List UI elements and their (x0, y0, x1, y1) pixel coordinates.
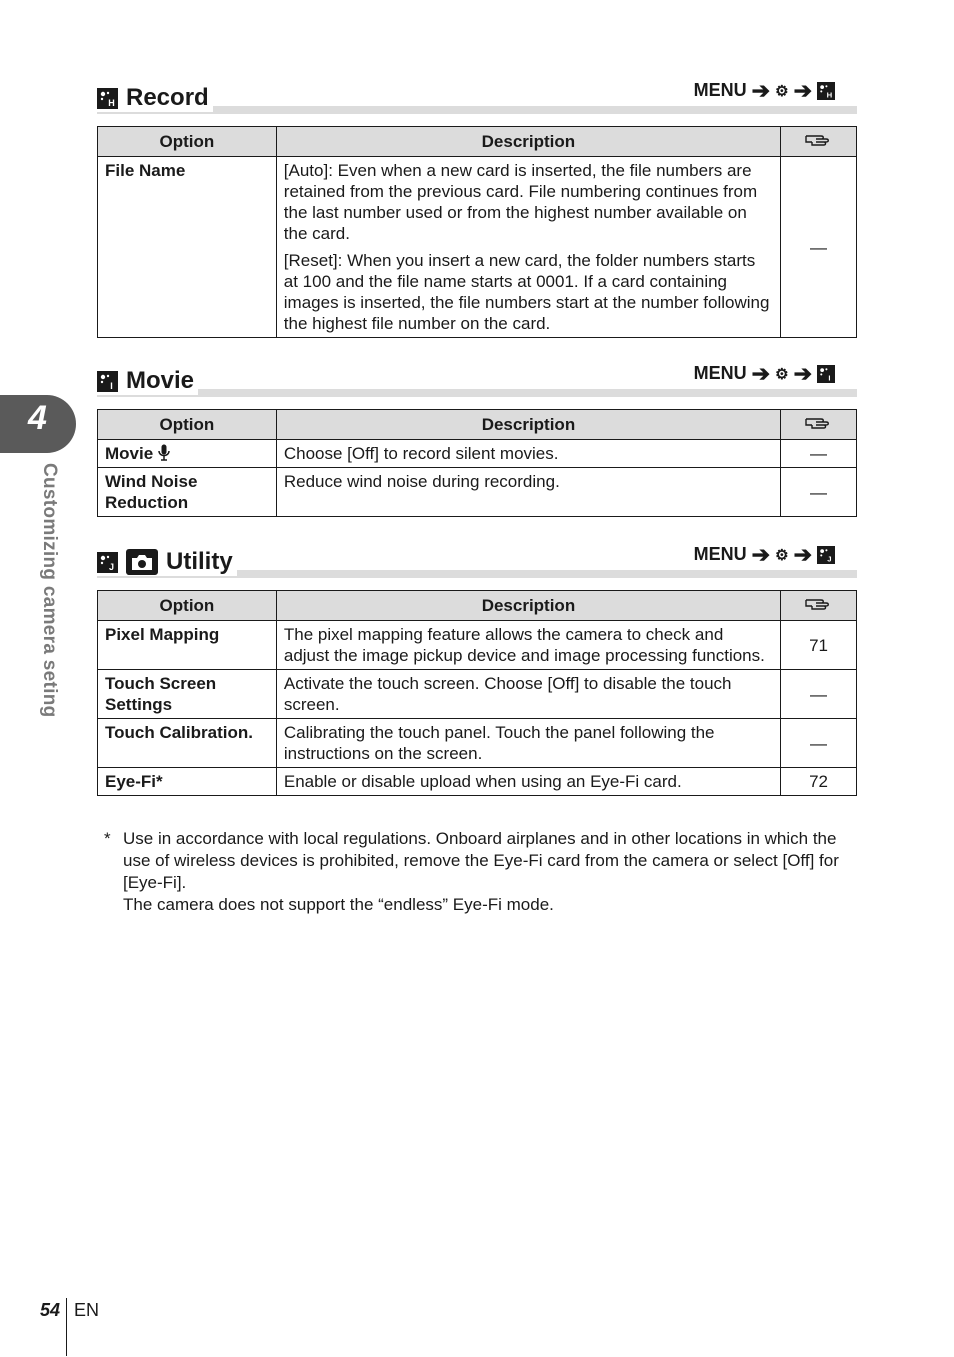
option-cell: Touch Screen Settings (98, 670, 277, 719)
option-cell: Pixel Mapping (98, 621, 277, 670)
option-label: Movie (105, 444, 154, 463)
description-paragraph: [Auto]: Even when a new card is inserted, the file numbers are retained from the previous card. File numbering continues from the last number used or from the highest number available on the card. (283, 161, 758, 243)
custom-menu-tab-icon (97, 371, 118, 392)
option-header: Option (98, 410, 277, 440)
page-reference-header (781, 591, 857, 621)
arrow-right-icon: ➔ (793, 541, 812, 567)
menu-label: MENU (693, 363, 747, 383)
page-reference-cell: — (781, 468, 857, 517)
utility-menu-path (693, 541, 835, 567)
arrow-right-icon: ➔ (793, 77, 812, 103)
table-row (98, 670, 857, 719)
record-section (97, 77, 857, 338)
option-cell: Eye-Fi* (98, 768, 277, 796)
table-row (98, 768, 857, 796)
pointing-hand-icon (804, 414, 834, 430)
gear-icon: ⚙ (775, 365, 789, 383)
menu-label: MENU (693, 80, 747, 100)
option-cell (98, 440, 277, 468)
table-row (98, 719, 857, 768)
description-cell: Calibrating the touch panel. Touch the panel following the instructions on the screen. (276, 719, 780, 768)
record-title (97, 84, 213, 112)
utility-section (97, 541, 857, 796)
gear-icon: ⚙ (775, 546, 789, 564)
custom-menu-tab-icon (97, 88, 118, 109)
page-reference-cell: 71 (781, 621, 857, 670)
custom-menu-tab-icon (97, 552, 118, 573)
arrow-right-icon: ➔ (751, 541, 771, 567)
page-reference-cell: — (781, 719, 857, 768)
option-cell: Touch Calibration. (98, 719, 277, 768)
chapter-tab (0, 395, 76, 453)
table-header-row (98, 410, 857, 440)
page-reference-header (781, 410, 857, 440)
page-reference-cell: 72 (781, 768, 857, 796)
utility-title-text: Utility (166, 548, 233, 575)
table-header-row (98, 591, 857, 621)
pointing-hand-icon (804, 131, 834, 147)
page-reference-cell: — (781, 157, 857, 338)
svg-text:I: I (828, 372, 831, 382)
gear-icon: ⚙ (775, 82, 789, 100)
description-cell: Reduce wind noise during recording. (276, 468, 780, 517)
footnote-marker: * (104, 829, 111, 848)
description-cell (276, 157, 780, 338)
arrow-right-icon: ➔ (751, 77, 771, 103)
svg-text:J: J (827, 553, 832, 563)
page-reference-cell: — (781, 440, 857, 468)
page-reference-cell: — (781, 670, 857, 719)
record-menu-path (693, 77, 835, 103)
description-header: Description (276, 127, 780, 157)
page-number: 54 (40, 1300, 61, 1320)
movie-title (97, 367, 198, 395)
custom-menu-tab-icon (817, 82, 835, 100)
option-cell: File Name (98, 157, 277, 338)
menu-label: MENU (693, 544, 747, 564)
description-cell: The pixel mapping feature allows the camera to check and adjust the image pickup device and image processing functions. (276, 621, 780, 670)
description-header: Description (276, 591, 780, 621)
movie-section (97, 360, 857, 517)
movie-header (97, 360, 857, 397)
table-row (98, 621, 857, 670)
description-cell: Choose [Off] to record silent movies. (276, 440, 780, 468)
description-cell: Activate the touch screen. Choose [Off] to disable the touch screen. (276, 670, 780, 719)
svg-text:J: J (108, 561, 115, 572)
table-row (98, 468, 857, 517)
table-row (98, 157, 857, 338)
option-cell: Wind Noise Reduction (98, 468, 277, 517)
svg-text:I: I (110, 380, 113, 391)
custom-menu-tab-icon (817, 365, 835, 383)
custom-menu-tab-icon (817, 546, 835, 564)
camera-icon (126, 549, 158, 575)
page-reference-header (781, 127, 857, 157)
footnote-line: The camera does not support the “endless” Eye-Fi mode. (123, 895, 554, 914)
description-cell: Enable or disable upload when using an Eye-Fi card. (276, 768, 780, 796)
chapter-number: 4 (28, 399, 47, 437)
record-table (97, 126, 857, 338)
description-paragraph: [Reset]: When you insert a new card, the folder numbers starts at 100 and the file name starts at 0001. If a card containing images is inserted, the file numbers start at the number following the highest file number on the card. (283, 251, 770, 333)
svg-text:H: H (826, 89, 833, 99)
option-header: Option (98, 127, 277, 157)
utility-header (97, 541, 857, 578)
utility-table (97, 590, 857, 796)
description-header: Description (276, 410, 780, 440)
microphone-icon (158, 444, 170, 461)
movie-table (97, 409, 857, 517)
section-divider (97, 389, 857, 397)
svg-text:H: H (108, 97, 115, 108)
footer-divider (66, 1298, 67, 1356)
utility-title (97, 548, 237, 576)
option-header: Option (98, 591, 277, 621)
footnote-line: Use in accordance with local regulations. Onboard airplanes and in other locations in which the use of wireless devices is prohibited, remove the Eye-Fi card from the camera or select [Off] for [Eye-Fi]. (123, 829, 839, 892)
table-row (98, 440, 857, 468)
arrow-right-icon: ➔ (793, 360, 812, 386)
chapter-label: Customizing camera seting (39, 463, 60, 718)
record-header (97, 77, 857, 114)
footnote-text (123, 828, 854, 916)
movie-menu-path (693, 360, 835, 386)
arrow-right-icon: ➔ (751, 360, 771, 386)
record-title-text: Record (126, 84, 209, 111)
pointing-hand-icon (804, 595, 834, 611)
language-code: EN (74, 1300, 100, 1320)
table-header-row (98, 127, 857, 157)
movie-title-text: Movie (126, 367, 195, 394)
footnote (104, 828, 854, 916)
